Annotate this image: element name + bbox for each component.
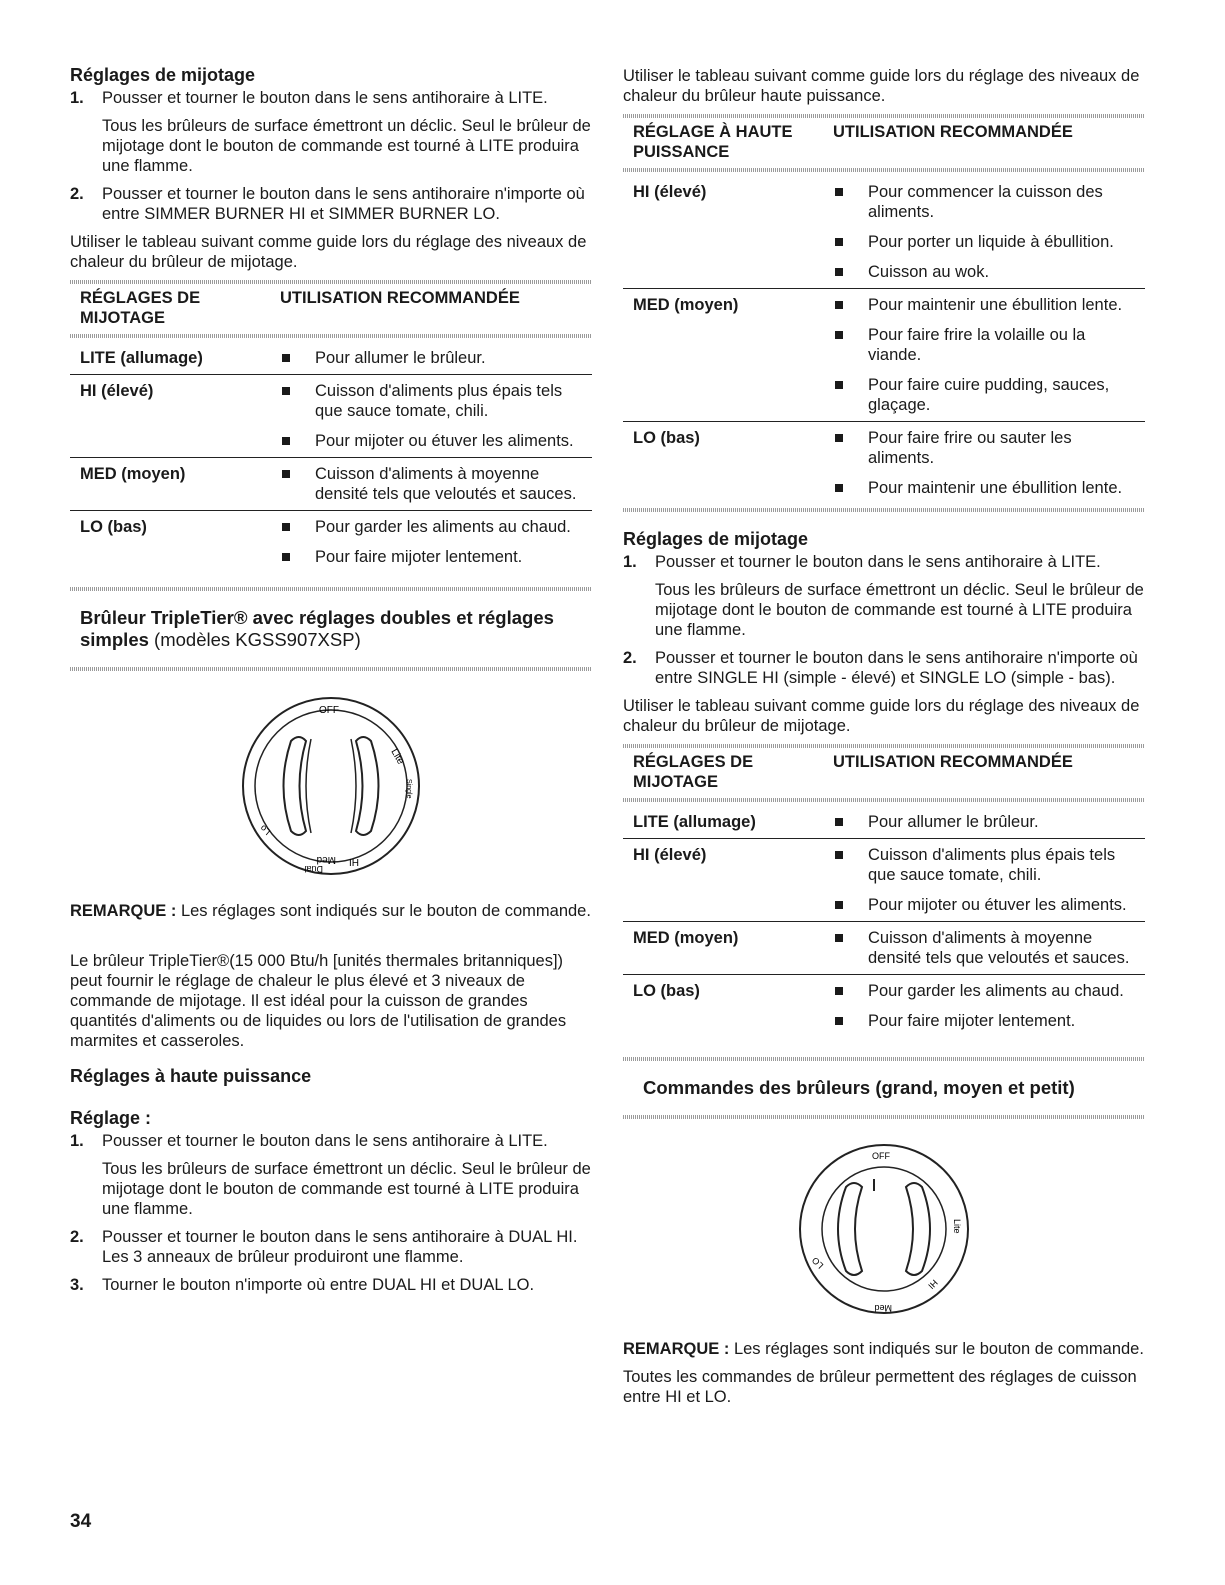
step-number: 1. xyxy=(70,89,84,107)
tripletier-knob-diagram xyxy=(231,691,431,881)
use-cell xyxy=(823,839,1145,922)
bullet-item xyxy=(280,464,584,504)
banner-models: (modèles KGSS907XSP) xyxy=(154,629,361,650)
bullet-item xyxy=(833,428,1137,468)
simmer-steps xyxy=(70,88,592,224)
square-bullet-icon xyxy=(282,523,290,531)
knob-label-med: Med xyxy=(316,854,336,865)
remark-text: Les réglages sont indiqués sur le bouton de commande. xyxy=(733,1340,1144,1358)
setting-cell: LITE (allumage) xyxy=(633,813,756,831)
bullet-text: Cuisson d'aliments plus épais tels que sauce tomate, chili. xyxy=(868,846,1116,884)
setting-cell: MED (moyen) xyxy=(623,922,823,975)
bullet-item xyxy=(833,295,1137,315)
knob-label-lite: Lite xyxy=(388,747,406,767)
right-column xyxy=(623,66,1145,1415)
bullet-text: Cuisson d'aliments à moyenne densité tels que veloutés et sauces. xyxy=(315,465,577,503)
use-cell xyxy=(270,342,592,375)
table-row xyxy=(623,176,1145,289)
table-row xyxy=(623,806,1145,839)
bullet-item xyxy=(833,895,1137,915)
high-power-intro: Utiliser le tableau suivant comme guide lors du réglage des niveaux de chaleur du brûleur haute puissance. xyxy=(623,67,1140,105)
bullet-text: Pour faire mijoter lentement. xyxy=(868,1012,1076,1030)
step-text: Pousser et tourner le bouton dans le sens antihoraire à LITE. xyxy=(102,89,548,107)
setting-cell: HI (élevé) xyxy=(633,183,707,201)
simmer-table-2 xyxy=(623,752,1145,794)
knob-label-hi: HI xyxy=(926,1277,940,1292)
square-bullet-icon xyxy=(835,331,843,339)
list-item xyxy=(623,552,1145,640)
table-row xyxy=(623,289,1145,422)
square-bullet-icon xyxy=(835,901,843,909)
bullet-item xyxy=(280,431,584,451)
bullet-item xyxy=(833,182,1137,222)
simmer-table-body xyxy=(70,342,592,573)
list-item xyxy=(70,1227,592,1267)
step-text: Pousser et tourner le bouton dans le sens antihoraire n'importe où entre SINGLE HI (simple - élevé) et SINGLE LO (simple - bas). xyxy=(655,649,1138,687)
bullet-item xyxy=(280,517,584,537)
step-note: Tous les brûleurs de surface émettront un déclic. Seul le brûleur de mijotage dont le bouton de commande est tourné à LITE produira une flamme. xyxy=(102,1160,591,1218)
step-text: Pousser et tourner le bouton dans le sens antihoraire n'importe où entre SIMMER BURNER HI et SIMMER BURNER LO. xyxy=(102,185,585,223)
square-bullet-icon xyxy=(835,268,843,276)
tripletier-paragraph: Le brûleur TripleTier®(15 000 Btu/h [unités thermales britanniques]) peut fournir le réglage de chaleur le plus élevé et 3 niveaux de commande de mijotage. Il est idéal pour la cuisson de grandes quantités d'aliments ou de liquides ou lors de l'utilisation de grandes marmites et casseroles. xyxy=(70,952,567,1050)
step-number: 2. xyxy=(70,185,84,203)
step-number: 1. xyxy=(623,553,637,571)
step-number: 2. xyxy=(70,1228,84,1246)
use-cell xyxy=(823,176,1145,289)
page-number: 34 xyxy=(70,1511,92,1532)
bullet-item xyxy=(833,232,1137,252)
heading-simmer-settings-2: Réglages de mijotage xyxy=(623,529,809,549)
bullet-text: Cuisson d'aliments plus épais tels que sauce tomate, chili. xyxy=(315,382,563,420)
use-cell xyxy=(270,511,592,574)
heading-simmer-settings: Réglages de mijotage xyxy=(70,65,256,85)
table-row xyxy=(623,922,1145,975)
step-number: 1. xyxy=(70,1132,84,1150)
simmer-intro: Utiliser le tableau suivant comme guide lors du réglage des niveaux de chaleur du brûleur de mijotage. xyxy=(70,233,587,271)
high-power-table-body xyxy=(623,176,1145,504)
setting-cell: MED (moyen) xyxy=(70,458,270,511)
setting-cell: MED (moyen) xyxy=(623,289,823,422)
bullet-text: Pour faire mijoter lentement. xyxy=(315,548,523,566)
bullet-text: Pour maintenir une ébullition lente. xyxy=(868,296,1123,314)
step-note: Tous les brûleurs de surface émettront un déclic. Seul le brûleur de mijotage dont le bouton de commande est tourné à LITE produira une flamme. xyxy=(655,581,1144,639)
square-bullet-icon xyxy=(282,354,290,362)
tripletier-banner xyxy=(70,595,592,663)
hatch-rule xyxy=(623,798,1145,802)
step-number: 2. xyxy=(623,649,637,667)
table-row xyxy=(70,511,592,574)
list-item xyxy=(70,184,592,224)
square-bullet-icon xyxy=(835,381,843,389)
use-cell xyxy=(823,922,1145,975)
left-column xyxy=(70,64,592,1303)
hatch-rule xyxy=(623,508,1145,512)
knob-label-lo: Lo xyxy=(258,823,273,838)
burner-controls-banner: Commandes des brûleurs (grand, moyen et petit) xyxy=(643,1077,1075,1098)
remark-label: REMARQUE : xyxy=(623,1340,730,1358)
simmer-table xyxy=(70,288,592,330)
list-item xyxy=(70,1131,592,1219)
bullet-item xyxy=(833,375,1137,415)
burner-knob-diagram xyxy=(794,1139,974,1319)
square-bullet-icon xyxy=(835,851,843,859)
bullet-text: Pour porter un liquide à ébullition. xyxy=(868,233,1114,251)
square-bullet-icon xyxy=(835,1017,843,1025)
step-note: Tous les brûleurs de surface émettront un déclic. Seul le brûleur de mijotage dont le bouton de commande est tourné à LITE produira une flamme. xyxy=(102,117,591,175)
step-text: Pousser et tourner le bouton dans le sens antihoraire à DUAL HI. Les 3 anneaux de brûleur produiront une flamme. xyxy=(102,1228,578,1266)
high-power-steps xyxy=(70,1131,592,1295)
table-row xyxy=(70,342,592,375)
bullet-text: Pour mijoter ou étuver les aliments. xyxy=(868,896,1127,914)
hatch-rule xyxy=(70,280,592,284)
simmer-table-2-body xyxy=(623,806,1145,1037)
knob-label-single: Single xyxy=(405,779,412,799)
step-text: Pousser et tourner le bouton dans le sens antihoraire à LITE. xyxy=(655,553,1101,571)
list-item xyxy=(70,1275,592,1295)
setting-cell: HI (élevé) xyxy=(623,839,823,922)
step-text: Pousser et tourner le bouton dans le sens antihoraire à LITE. xyxy=(102,1132,548,1150)
bullet-text: Pour faire cuire pudding, sauces, glaçage. xyxy=(868,376,1110,414)
square-bullet-icon xyxy=(282,553,290,561)
use-cell xyxy=(823,422,1145,505)
use-cell xyxy=(823,806,1145,839)
remark-1 xyxy=(70,901,592,921)
knob-label-med: Med xyxy=(874,1303,892,1313)
heading-setting: Réglage : xyxy=(70,1108,152,1128)
final-paragraph: Toutes les commandes de brûleur permettent des réglages de cuisson entre HI et LO. xyxy=(623,1368,1137,1406)
bullet-item xyxy=(833,1011,1137,1031)
hatch-rule xyxy=(623,1057,1145,1061)
setting-cell: LO (bas) xyxy=(70,511,270,574)
table-row xyxy=(70,375,592,458)
use-cell xyxy=(270,375,592,458)
square-bullet-icon xyxy=(835,434,843,442)
high-power-table xyxy=(623,122,1145,164)
list-item xyxy=(623,648,1145,688)
use-cell xyxy=(823,975,1145,1038)
bullet-text: Pour commencer la cuisson des aliments. xyxy=(868,183,1103,221)
bullet-text: Pour allumer le brûleur. xyxy=(868,813,1039,831)
bullet-item xyxy=(833,478,1137,498)
setting-cell: HI (élevé) xyxy=(70,375,270,458)
knob-label-lite: Lite xyxy=(952,1219,962,1234)
table-row xyxy=(623,975,1145,1038)
square-bullet-icon xyxy=(282,470,290,478)
setting-cell: LO (bas) xyxy=(623,975,823,1038)
table-header-setting: RÉGLAGES DE MIJOTAGE xyxy=(80,289,201,327)
bullet-text: Pour allumer le brûleur. xyxy=(315,349,486,367)
use-cell xyxy=(823,289,1145,422)
bullet-text: Pour faire frire la volaille ou la viande. xyxy=(868,326,1086,364)
table-header-use: UTILISATION RECOMMANDÉE xyxy=(280,289,520,307)
hatch-rule xyxy=(70,587,592,591)
bullet-text: Cuisson au wok. xyxy=(868,263,990,281)
setting-cell: LO (bas) xyxy=(623,422,823,505)
hatch-rule xyxy=(623,744,1145,748)
bullet-item xyxy=(280,547,584,567)
hatch-rule xyxy=(623,114,1145,118)
bullet-item xyxy=(833,981,1137,1001)
hatch-rule xyxy=(70,334,592,338)
square-bullet-icon xyxy=(835,238,843,246)
hatch-rule xyxy=(623,1115,1145,1119)
remark-text: Les réglages sont indiqués sur le bouton de commande. xyxy=(180,902,591,920)
knob-label-off: OFF xyxy=(319,705,339,716)
bullet-item xyxy=(833,262,1137,282)
bullet-item xyxy=(833,325,1137,365)
knob-label-lo: LO xyxy=(809,1255,826,1271)
table-header-use: UTILISATION RECOMMANDÉE xyxy=(833,753,1073,771)
step-number: 3. xyxy=(70,1276,84,1294)
bullet-item xyxy=(833,845,1137,885)
step-text: Tourner le bouton n'importe où entre DUAL HI et DUAL LO. xyxy=(102,1276,535,1294)
square-bullet-icon xyxy=(835,818,843,826)
use-cell xyxy=(270,458,592,511)
bullet-text: Pour garder les aliments au chaud. xyxy=(868,982,1124,1000)
square-bullet-icon xyxy=(835,301,843,309)
hatch-rule xyxy=(70,667,592,671)
table-row xyxy=(623,422,1145,505)
square-bullet-icon xyxy=(835,484,843,492)
square-bullet-icon xyxy=(835,987,843,995)
square-bullet-icon xyxy=(282,387,290,395)
simmer-intro-2: Utiliser le tableau suivant comme guide lors du réglage des niveaux de chaleur du brûleur de mijotage. xyxy=(623,697,1140,735)
hatch-rule xyxy=(623,168,1145,172)
remark-label: REMARQUE : xyxy=(70,902,177,920)
bullet-item xyxy=(280,348,584,368)
square-bullet-icon xyxy=(835,188,843,196)
table-header-setting: RÉGLAGE À HAUTE PUISSANCE xyxy=(633,123,793,161)
bullet-text: Pour garder les aliments au chaud. xyxy=(315,518,571,536)
knob-label-hi: HI xyxy=(349,856,359,867)
bullet-text: Pour faire frire ou sauter les aliments. xyxy=(868,429,1072,467)
simmer-steps-2 xyxy=(623,552,1145,688)
table-header-use: UTILISATION RECOMMANDÉE xyxy=(833,123,1073,141)
heading-high-power: Réglages à haute puissance xyxy=(70,1066,312,1086)
remark-2 xyxy=(623,1339,1145,1359)
list-item xyxy=(70,88,592,176)
bullet-item xyxy=(280,381,584,421)
square-bullet-icon xyxy=(835,934,843,942)
bullet-text: Cuisson d'aliments à moyenne densité tels que veloutés et sauces. xyxy=(868,929,1130,967)
bullet-item xyxy=(833,928,1137,968)
banner-title: Brûleur TripleTier® avec réglages doubles et réglages simples xyxy=(80,607,554,650)
bullet-text: Pour maintenir une ébullition lente. xyxy=(868,479,1123,497)
table-row xyxy=(70,458,592,511)
knob-label-off: OFF xyxy=(872,1151,890,1161)
square-bullet-icon xyxy=(282,437,290,445)
bullet-text: Pour mijoter ou étuver les aliments. xyxy=(315,432,574,450)
bullet-item xyxy=(833,812,1137,832)
table-header-setting: RÉGLAGES DE MIJOTAGE xyxy=(633,753,754,791)
knob-label-dual: Dual xyxy=(304,864,323,874)
setting-cell: LITE (allumage) xyxy=(80,349,203,367)
table-row xyxy=(623,839,1145,922)
